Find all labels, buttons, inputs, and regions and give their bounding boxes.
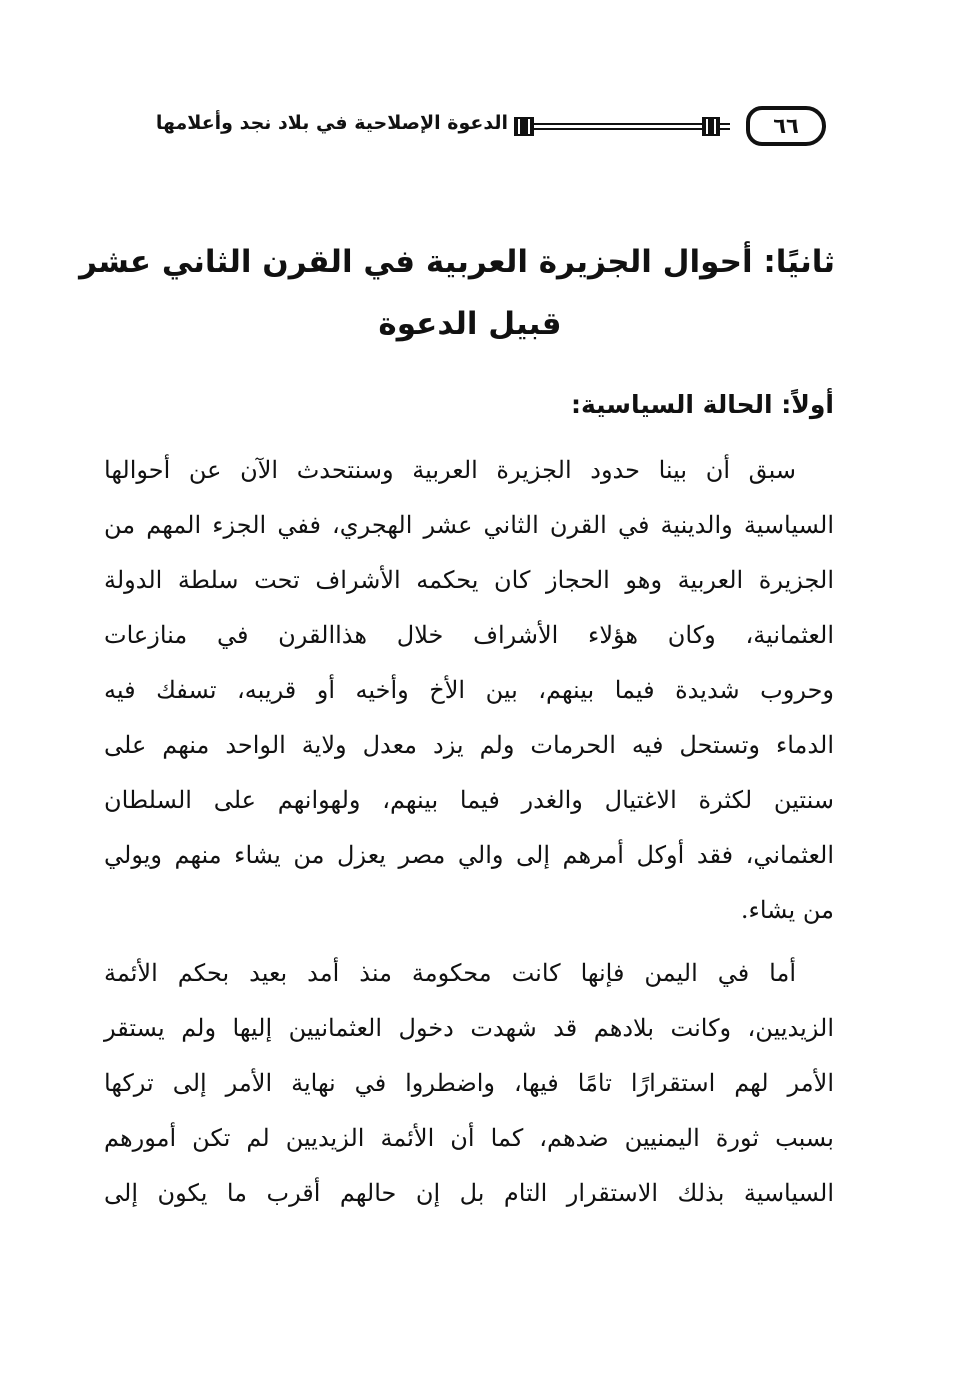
paragraph-line: من يشاء. (740, 896, 834, 924)
header-rule-long (534, 123, 702, 130)
paragraph-line: الدماء وتستحل فيه الحرمات ولم يزد معدل ولاية الواحد منهم على (104, 731, 834, 759)
paragraph-line: وحروب شديدة فيما بينهم، بين الأخ وأخيه أو قريبه، تسفك فيه (104, 676, 834, 704)
paragraph-line: الأمر لهم استقرارًا تامًا فيها، واضطروا في نهاية الأمر إلى تركها (104, 1069, 834, 1097)
paragraph-line: أما في اليمن فإنها كانت محكومة منذ أمد بعيد بحكم الأئمة (104, 959, 796, 987)
header-ornament-bar (524, 117, 534, 136)
paragraph-line: الجزيرة العربية وهو الحجاز كان يحكمه الأشراف تحت سلطة الدولة (104, 566, 834, 594)
paragraph-line: الزيديين، وكانت بلادهم قد شهدت دخول العثمانيين إليها ولم يستقر (104, 1014, 834, 1042)
paragraph-line: السياسية بذلك الاستقرار التام بل إن حالهم أقرب ما يكون إلى (104, 1179, 834, 1207)
paragraph-line: سنتين لكثرة الاغتيال والغدر فيما بينهم، ولهوانهم على السلطان (104, 786, 834, 814)
header-rule-short (720, 123, 730, 130)
section-title-line-2: قبيل الدعوة (378, 306, 562, 342)
paragraph-line: السياسية والدينية في القرن الثاني عشر الهجري، ففي الجزء المهم من (104, 511, 834, 539)
paragraph-line: سبق أن بينا حدود الجزيرة العربية وسنتحدث الآن عن أحوالها (104, 456, 796, 484)
subheading: أولاً: الحالة السياسية: (571, 390, 834, 419)
page-header (92, 104, 826, 154)
header-ornament-bar (702, 117, 712, 136)
section-title-line-1: ثانيًا: أحوال الجزيرة العربية في القرن الثاني عشر (79, 244, 835, 280)
running-title: الدعوة الإصلاحية في بلاد نجد وأعلامها (155, 112, 508, 134)
page-number: ٦٦ (746, 106, 826, 146)
paragraph-line: العثماني، فقد أوكل أمرهم إلى والي مصر يعزل من يشاء منهم ويولي (104, 841, 834, 869)
paragraph-line: بسبب ثورة اليمنيين ضدهم، كما أن الأئمة الزيديين لم تكن أمورهم (104, 1124, 834, 1152)
paragraph-line: العثمانية، وكان هؤلاء الأشراف خلال هذاالقرن في منازعات (104, 621, 834, 649)
header-ornament-bar (514, 117, 524, 136)
